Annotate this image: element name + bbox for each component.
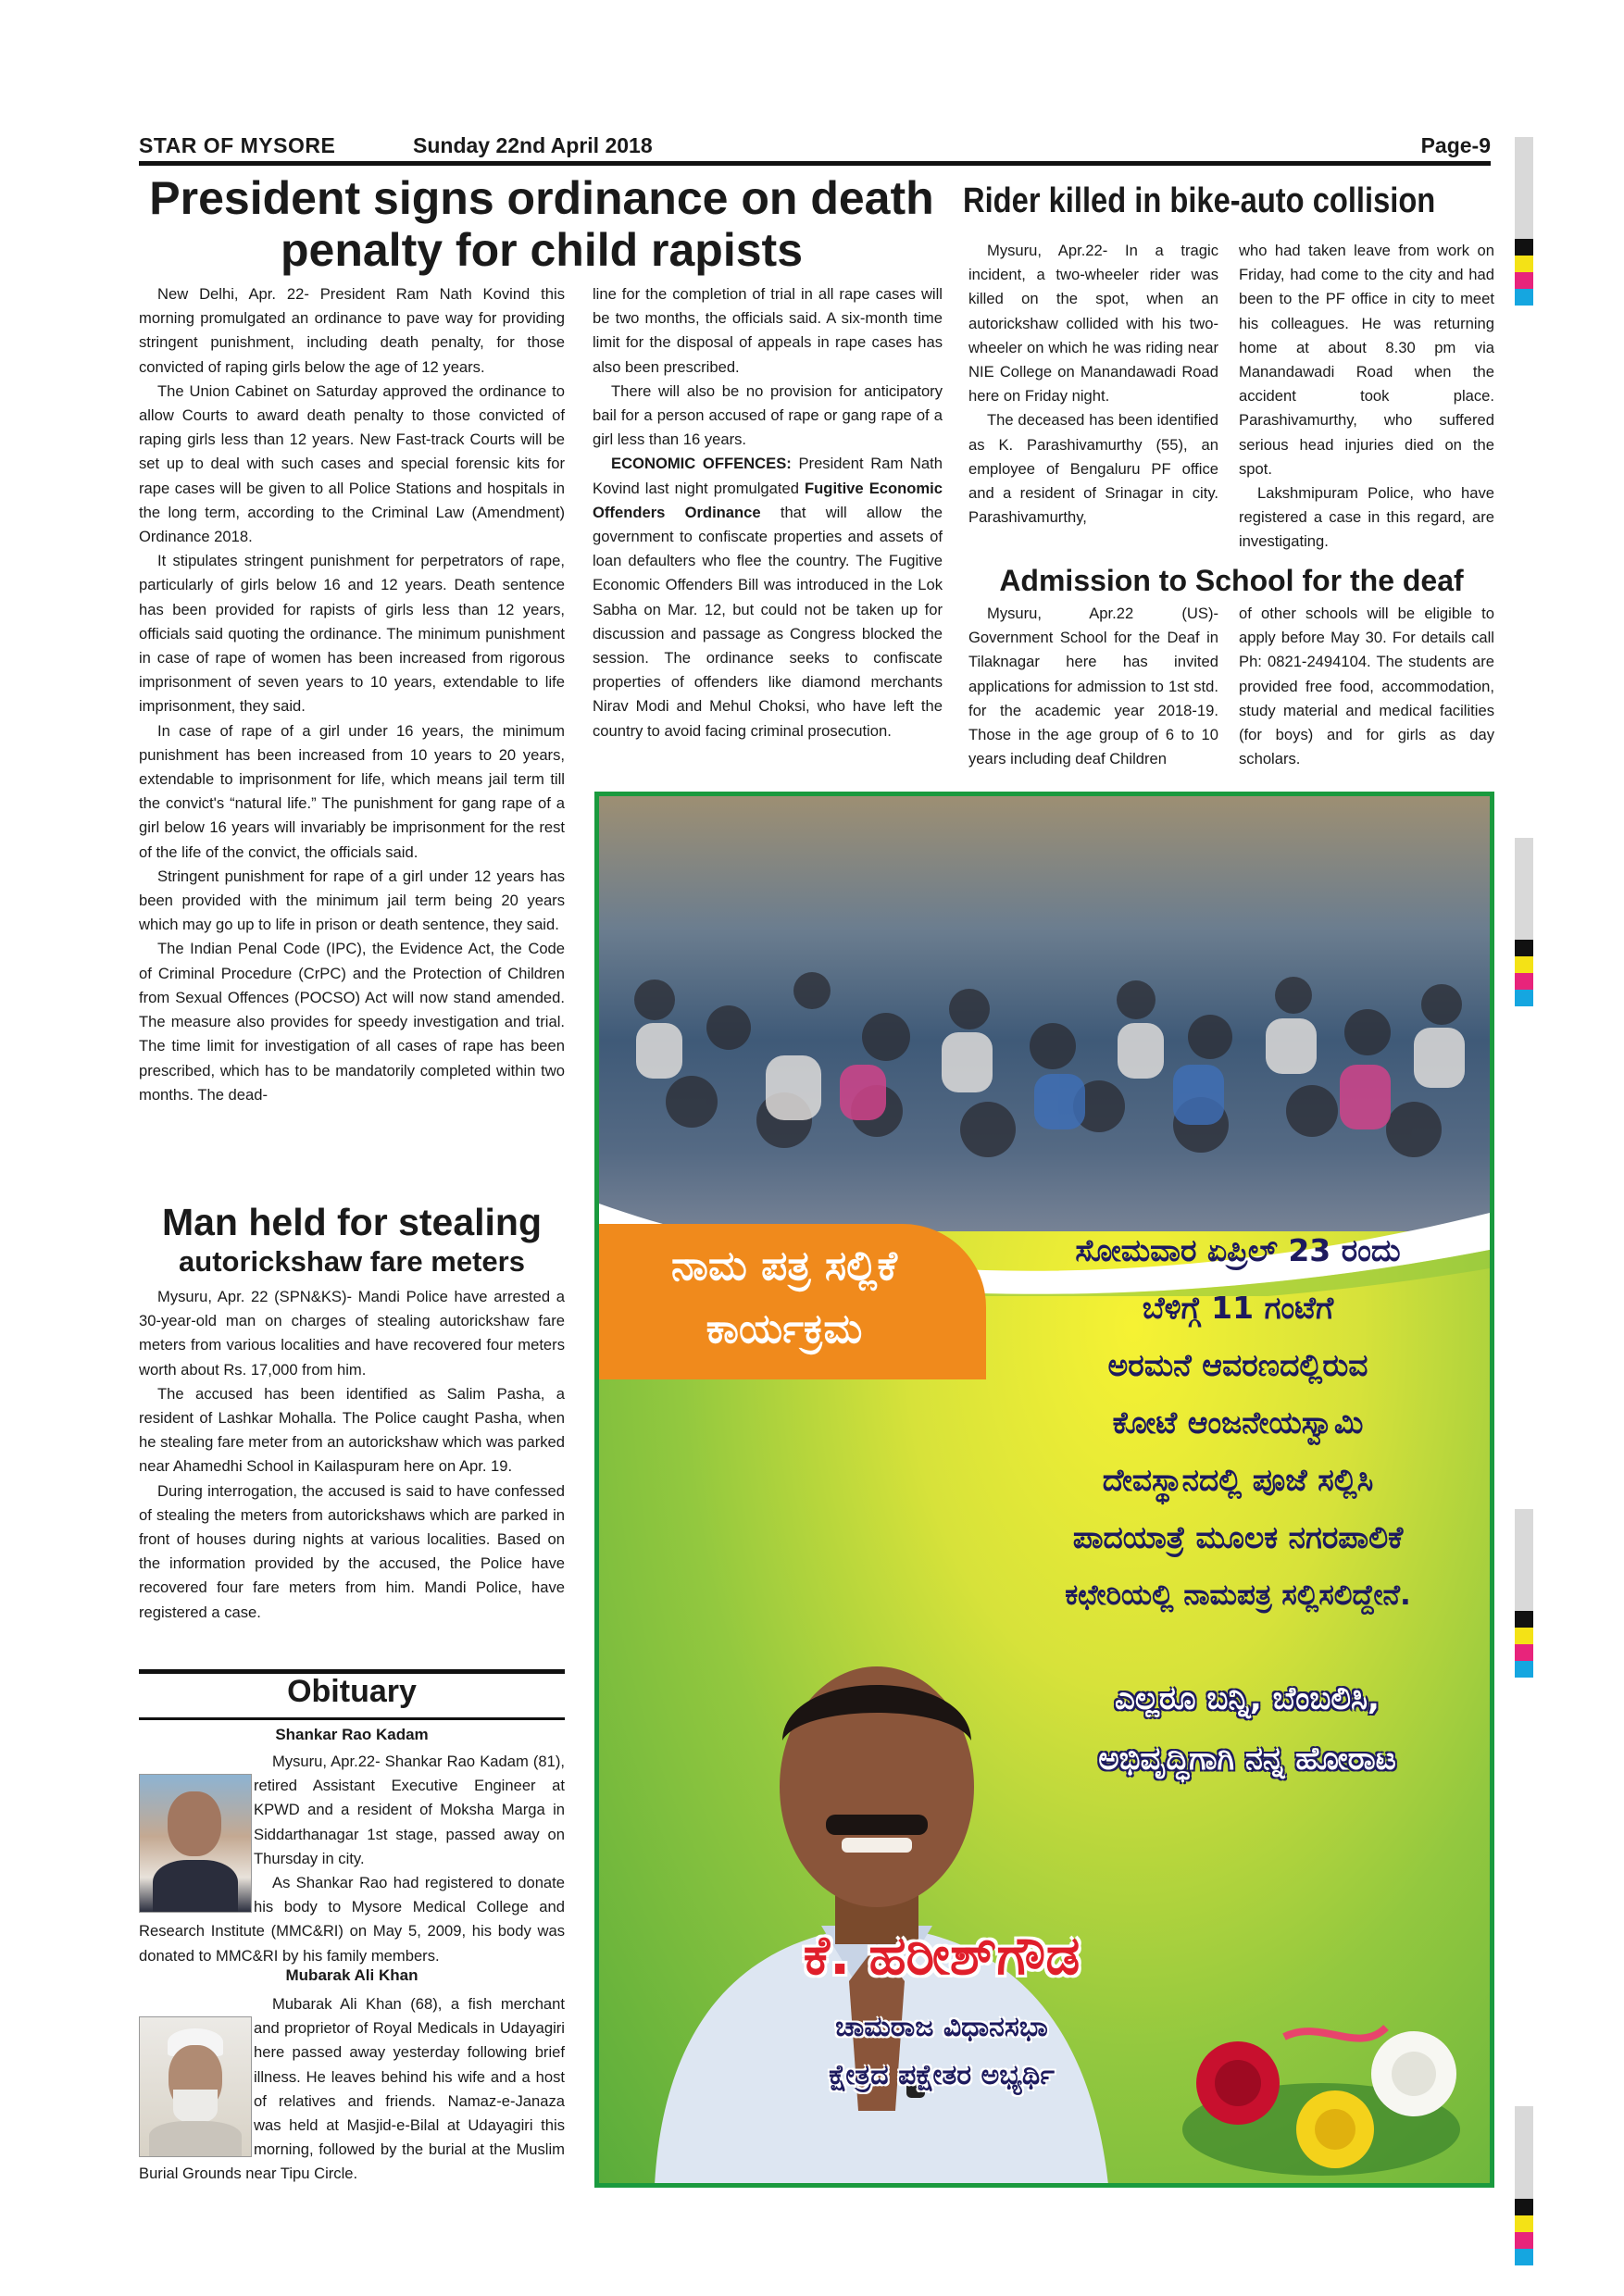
meters-para: During interrogation, the accused is said to have confessed of stealing the meters from autorickshaws which are parked in front of houses during nights at various localities. Based on the information provided by the accused, the Police have recovered four fare meters from him. Mandi Police, have registered a case.: [139, 1481, 565, 1621]
photo-spacer: [139, 1992, 254, 2155]
event-title-line-1: ನಾಮ ಪತ್ರ ಸಲ್ಲಿಕೆ: [670, 1242, 898, 1290]
reg-magenta: [1515, 1644, 1533, 1661]
reg-magenta: [1515, 272, 1533, 289]
reg-black: [1515, 1611, 1533, 1628]
reg-yellow: [1515, 956, 1533, 973]
obituary-title: Obituary: [287, 1674, 417, 1709]
meters-para: Mysuru, Apr. 22 (SPN&KS)- Mandi Police have arrested a 30-year-old man on charges of stealing autorickshaw fare meters from various localities and have recovered four meters worth about Rs. 17,000 from him.: [139, 1288, 565, 1379]
econ-label: ECONOMIC OFFENCES:: [611, 455, 792, 473]
reg-gray: [1515, 137, 1533, 239]
constituency-line-1: ಚಾಮರಾಜ ವಿಧಾನಸಭಾ: [835, 2011, 1048, 2043]
slogan-line-2: ಅಭಿವೃದ್ಧಿಗಾಗಿ ನನ್ನ ಹೋರಾಟ: [1098, 1741, 1396, 1778]
reg-black: [1515, 2199, 1533, 2215]
candidate-name: ಕೆ. ಹರೀಶ್‌ಗೌಡ: [803, 1924, 1081, 1987]
rider-column-1: [968, 239, 1218, 530]
reg-gray: [1515, 838, 1533, 940]
reg-magenta: [1515, 973, 1533, 990]
ordinance-column-1: [139, 282, 565, 1107]
obituary-text-1: [139, 1750, 565, 1968]
reg-yellow: [1515, 1628, 1533, 1644]
rider-headline: Rider killed in bike-auto collision: [963, 181, 1436, 220]
meters-column: [139, 1285, 565, 1625]
reg-yellow: [1515, 2215, 1533, 2232]
ordinance-para: There will also be no provision for anticipatory bail for a person accused of rape or gang rape of a girl less than 16 years.: [593, 381, 943, 449]
reg-cyan: [1515, 1661, 1533, 1678]
event-title-line-2: ಕಾರ್ಯಕ್ರಮ: [706, 1305, 863, 1353]
page-header: [139, 130, 1491, 166]
school-para: of other schools will be eligible to apply before May 30. For details call Ph: 0821-2494104. The students are provided free food, accommodation, study material and medical facilities (for boys) and for girls as day scholars.: [1239, 605, 1494, 768]
reg-cyan: [1515, 2249, 1533, 2265]
rider-para: The deceased has been identified as K. Parashivamurthy (55), an employee of Bengaluru PF office and a resident of Srinagar in city. Parashivamurthy,: [968, 411, 1218, 527]
event-line: ಕಛೇರಿಯಲ್ಲಿ ನಾಮಪತ್ರ ಸಲ್ಲಿಸಲಿದ್ದೇನೆ.: [1065, 1578, 1411, 1612]
crowd-figures: [599, 796, 1490, 1241]
ordinance-para: In case of rape of a girl under 16 years, the minimum punishment has been increased from 10 years to 20 years, extendable to imprisonment for life, which means jail term till the convict's “natural life.” The punishment for gang rape of a girl below 16 years will invariably be imprisonment for the rest of the life of the convict, the officials said.: [139, 721, 565, 861]
ordinance-para: It stipulates stringent punishment for perpetrators of rape, particularly of girls below 16 and 12 years. Death sentence has been provided for rapists of girls less than 12 years, officials said quoting the ordinance. The minimum punishment in case of rape of women has been increased from rigorous imprisonment of seven years to 10 years, extendable to life imprisonment, they said.: [139, 552, 565, 716]
school-column-2: [1239, 602, 1494, 771]
obituary-text-2: [139, 1992, 565, 2187]
school-headline: Admission to School for the deaf: [999, 564, 1464, 597]
econ-text: that will allow the government to confiscate properties and assets of loan defaulters who flee the country. The Fugitive Economic Offenders Bill was introduced in the Lok Sabha on Mar. 12, but could not be taken up for discussion and passage as Congress blocked the session. The ordinance seeks to confiscate properties of offenders like diamond merchants Nirav Modi and Mehul Choksi, who have left the country to avoid facing criminal prosecution.: [593, 503, 943, 740]
ordinance-column-2: [593, 282, 943, 743]
event-line: ಬೆಳಿಗ್ಗೆ 11 ಗಂಟೆಗೆ: [1142, 1290, 1334, 1326]
newspaper-name: STAR OF MYSORE: [139, 133, 336, 157]
constituency-line-2: ಕ್ಷೇತ್ರದ ಪಕ್ಷೇತರ ಅಭ್ಯರ್ಥಿ: [829, 2059, 1055, 2091]
reg-cyan: [1515, 990, 1533, 1006]
registration-marks: [1515, 838, 1533, 1006]
event-details: [988, 1222, 1488, 1624]
slogan-line-1: ಎಲ್ಲರೂ ಬನ್ನಿ, ಬೆಂಬಲಿಸಿ,: [1115, 1680, 1380, 1717]
event-line: ಸೋಮವಾರ ಏಪ್ರಿಲ್ 23 ರಂದು: [1075, 1232, 1401, 1268]
event-line: ದೇವಸ್ಥಾನದಲ್ಲಿ ಪೂಜೆ ಸಲ್ಲಿಸಿ: [1102, 1462, 1374, 1498]
rider-para: Mysuru, Apr.22- In a tragic incident, a two-wheeler rider was killed on the spot, when an autorickshaw collided with his two-wheeler on which he was riding near NIE College on Manandawadi Road here on Friday night.: [968, 242, 1218, 406]
econ-bold: Fugitive Economic Offenders Ordinance: [593, 479, 943, 521]
ordinance-para: The Indian Penal Code (IPC), the Evidence Act, the Code of Criminal Procedure (CrPC) and the Protection of Children from Sexual Offences (POCSO) Act will now stand amended. The measure also provides for speedy investigation and trial. The time limit for investigation of all cases of rape has been prescribed, which has to be mandatorily completed within two months. The dead-: [139, 940, 565, 1104]
photo-spacer: [139, 1750, 254, 1913]
rider-para: Lakshmipuram Police, who have registered a case in this regard, are investigating.: [1239, 484, 1494, 551]
registration-marks: [1515, 2106, 1533, 2265]
issue-date: Sunday 22nd April 2018: [413, 133, 653, 157]
obituary-name-2: Mubarak Ali Khan: [285, 1966, 418, 1984]
event-title-box: [599, 1224, 986, 1379]
ordinance-para: line for the completion of trial in all rape cases will be two months, the officials said. A six-month time limit for the disposal of appeals in rape cases has also been prescribed.: [593, 285, 943, 376]
crowd-photo: [599, 796, 1490, 1241]
reg-gray: [1515, 2106, 1533, 2199]
roses-decoration: [1173, 2018, 1469, 2185]
obituary-para: As Shankar Rao had registered to donate his body to Mysore Medical College and Research Institute (MMC&RI) on May 5, 2009, his body was donated to MMC&RI by his family members.: [139, 1874, 565, 1965]
election-advertisement: [594, 792, 1494, 2188]
reg-magenta: [1515, 2232, 1533, 2249]
registration-marks: [1515, 137, 1533, 306]
obituary-name-1: Shankar Rao Kadam: [275, 1726, 429, 1743]
obituary-para: Mubarak Ali Khan (68), a fish merchant and proprietor of Royal Medicals in Udayagiri here passed away yesterday following brief illness. He leaves behind his wife and a host of relatives and friends. Namaz-e-Janaza was held at Masjid-e-Bilal at Udayagiri this morning, followed by the burial at the Muslim Burial Grounds near Tipu Circle.: [139, 1995, 565, 2183]
economic-offences-para: [593, 452, 943, 742]
registration-marks: [1515, 1509, 1533, 1678]
obituary-rule-bottom: [139, 1717, 565, 1720]
reg-yellow: [1515, 256, 1533, 272]
reg-gray: [1515, 1509, 1533, 1611]
econ-text: President Ram Nath Kovind last night promulgated: [593, 455, 943, 497]
meters-para: The accused has been identified as Salim Pasha, a resident of Lashkar Mohalla. The Police caught Pasha, when he stealing fare meter from an autorickshaw which was parked near Ahamedhi School in Kailaspuram here on Apr. 19.: [139, 1384, 565, 1476]
meters-subhead: autorickshaw fare meters: [179, 1245, 525, 1278]
ordinance-para: Stringent punishment for rape of a girl under 12 years has been provided with the minimum jail term being 20 years which may go up to life in prison or death sentence, they said.: [139, 867, 565, 934]
ordinance-para: The Union Cabinet on Saturday approved the ordinance to allow Courts to award death penalty to those convicted of raping girls less than 12 years. New Fast-track Courts will be set up to deal with such cases and special forensic kits for rape cases will be given to all Police Stations and hospitals in the long term, according to the Criminal Law (Amendment) Ordinance 2018.: [139, 381, 565, 546]
ordinance-headline: President signs ordinance on death penalty for child rapists: [149, 172, 934, 276]
reg-black: [1515, 940, 1533, 956]
event-line: ಪಾದಯಾತ್ರೆ ಮೂಲಕ ನಗರಪಾಲಿಕೆ: [1072, 1519, 1404, 1555]
rider-column-2: [1239, 239, 1494, 555]
rider-para: who had taken leave from work on Friday, had come to the city and had been to the PF office in city to meet his colleagues. He was returning home at about 8.30 pm via Manandawadi Road when the accident took place. Parashivamurthy, who suffered serious head injuries died on the spot.: [1239, 242, 1494, 478]
event-line: ಕೋಟೆ ಆಂಜನೇಯಸ್ವಾಮಿ: [1112, 1404, 1364, 1441]
meters-headline: Man held for stealing: [161, 1201, 543, 1243]
event-line: ಅರಮನೆ ಆವರಣದಲ್ಲಿರುವ: [1107, 1347, 1368, 1383]
reg-cyan: [1515, 289, 1533, 306]
obituary-para: Mysuru, Apr.22- Shankar Rao Kadam (81), retired Assistant Executive Engineer at KPWD and a resident of Moksha Marga in Siddarthanagar 1st stage, passed away on Thursday in city.: [254, 1753, 565, 1867]
ordinance-para: New Delhi, Apr. 22- President Ram Nath Kovind this morning promulgated an ordinance to pave way for providing stringent punishment, including death penalty, for those convicted of raping girls below the age of 12 years.: [139, 285, 565, 376]
page-number: Page-9: [1420, 133, 1491, 157]
school-column-1: [968, 602, 1218, 771]
school-para: Mysuru, Apr.22 (US)- Government School for the Deaf in Tilaknagar here has invited applications for admission to 1st std. for the academic year 2018-19. Those in the age group of 6 to 10 years including deaf Children: [968, 605, 1218, 768]
reg-black: [1515, 239, 1533, 256]
